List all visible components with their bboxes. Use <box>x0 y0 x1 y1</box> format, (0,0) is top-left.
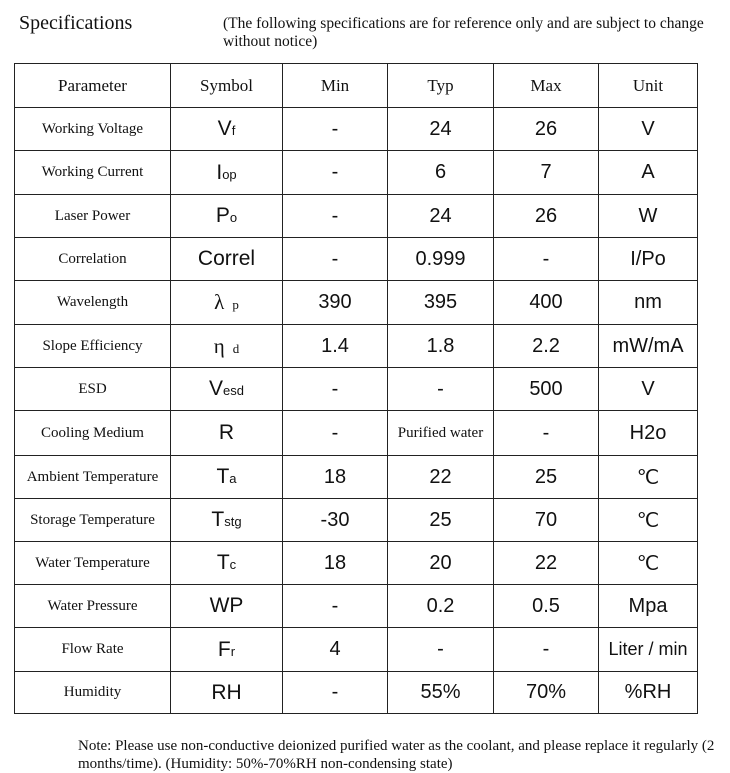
max-cell: 70% <box>494 672 599 714</box>
symbol-subscript: op <box>222 166 237 182</box>
header-unit: Unit <box>599 64 698 108</box>
symbol-main: λ <box>214 290 225 314</box>
table-row <box>15 585 698 628</box>
header-symbol: Symbol <box>171 64 283 108</box>
parameter-cell: Water Pressure <box>15 585 171 628</box>
disclaimer-text: (The following specifications are for reference only and are subject to change without notice) <box>223 15 704 50</box>
max-cell: - <box>494 411 599 456</box>
symbol-main: WP <box>209 594 244 617</box>
max-cell: 26 <box>494 195 599 238</box>
parameter-cell: Flow Rate <box>15 628 171 672</box>
unit-cell: nm <box>599 281 698 325</box>
symbol-subscript: esd <box>223 383 244 398</box>
max-cell: - <box>494 628 599 672</box>
symbol-subscript: r <box>230 643 236 659</box>
symbol-main: R <box>218 421 235 444</box>
symbol-main: RH <box>211 680 242 704</box>
table-row <box>15 542 698 585</box>
symbol-cell <box>171 411 283 456</box>
table-row <box>15 108 698 151</box>
unit-cell: W <box>599 195 698 238</box>
symbol-cell <box>171 368 283 411</box>
symbol-cell <box>171 542 283 585</box>
typ-cell: 24 <box>388 108 494 151</box>
symbol-subscript: d <box>232 340 240 356</box>
typ-cell: 0.999 <box>388 238 494 281</box>
typ-cell: Purified water <box>388 411 494 456</box>
typ-cell: 24 <box>388 195 494 238</box>
unit-cell: V <box>599 108 698 151</box>
max-cell: 25 <box>494 456 599 499</box>
max-cell: 22 <box>494 542 599 585</box>
min-cell: -30 <box>283 499 388 542</box>
unit-cell: H2o <box>599 411 698 456</box>
table-row <box>15 456 698 499</box>
footnote: Note: Please use non-conductive deionized purified water as the coolant, and please replace it regularly (2 months/time). (Humidity: 50%-70%RH non-condensing state) <box>78 738 715 772</box>
table-row <box>15 195 698 238</box>
symbol-subscript: a <box>229 471 237 486</box>
min-cell: 4 <box>283 628 388 672</box>
max-cell: 0.5 <box>494 585 599 628</box>
min-cell: - <box>283 108 388 151</box>
max-cell: 70 <box>494 499 599 542</box>
symbol-main: η <box>213 333 225 358</box>
symbol-subscript: f <box>231 123 236 138</box>
page-title: Specifications <box>19 12 133 34</box>
unit-cell: mW/mA <box>599 325 698 368</box>
symbol-cell <box>171 281 283 325</box>
min-cell: 18 <box>283 542 388 585</box>
symbol-cell <box>171 325 283 368</box>
max-cell: 26 <box>494 108 599 151</box>
typ-cell: - <box>388 628 494 672</box>
table-row <box>15 499 698 542</box>
symbol-cell <box>171 195 283 238</box>
symbol-cell <box>171 628 283 672</box>
symbol-subscript: p <box>232 297 239 312</box>
typ-cell: 1.8 <box>388 325 494 368</box>
min-cell: 18 <box>283 456 388 499</box>
unit-cell: Liter / min <box>599 628 698 672</box>
symbol-main: I <box>216 160 223 184</box>
max-cell: 2.2 <box>494 325 599 368</box>
symbol-cell <box>171 151 283 195</box>
min-cell: - <box>283 672 388 714</box>
header-min: Min <box>283 64 388 108</box>
max-cell: 500 <box>494 368 599 411</box>
max-cell: - <box>494 238 599 281</box>
parameter-cell: Storage Temperature <box>15 499 171 542</box>
parameter-cell: Working Voltage <box>15 108 171 151</box>
symbol-cell <box>171 108 283 151</box>
unit-cell: V <box>599 368 698 411</box>
specifications-table-body <box>15 64 698 714</box>
header-parameter: Parameter <box>15 64 171 108</box>
min-cell: 390 <box>283 281 388 325</box>
unit-cell: Mpa <box>599 585 698 628</box>
symbol-cell <box>171 672 283 714</box>
table-row <box>15 151 698 195</box>
typ-cell: 22 <box>388 456 494 499</box>
symbol-cell <box>171 499 283 542</box>
min-cell: - <box>283 585 388 628</box>
parameter-cell: Slope Efficiency <box>15 325 171 368</box>
symbol-main: V <box>209 377 224 400</box>
unit-cell: ℃ <box>599 456 698 499</box>
unit-cell: ℃ <box>599 499 698 542</box>
table-row <box>15 368 698 411</box>
symbol-cell <box>171 585 283 628</box>
min-cell: - <box>283 195 388 238</box>
typ-cell: - <box>388 368 494 411</box>
symbol-main: Correl <box>197 247 256 270</box>
typ-cell: 0.2 <box>388 585 494 628</box>
table-row <box>15 325 698 368</box>
symbol-cell <box>171 238 283 281</box>
parameter-cell: Correlation <box>15 238 171 281</box>
parameter-cell: Laser Power <box>15 195 171 238</box>
table-header-row <box>15 64 698 108</box>
symbol-main: T <box>211 508 225 531</box>
symbol-subscript: o <box>229 210 238 225</box>
unit-cell: %RH <box>599 672 698 714</box>
typ-cell: 395 <box>388 281 494 325</box>
min-cell: - <box>283 411 388 456</box>
parameter-cell: Ambient Temperature <box>15 456 171 499</box>
header-max: Max <box>494 64 599 108</box>
typ-cell: 20 <box>388 542 494 585</box>
parameter-cell: Wavelength <box>15 281 171 325</box>
symbol-main: V <box>217 117 232 140</box>
typ-cell: 25 <box>388 499 494 542</box>
min-cell: - <box>283 151 388 195</box>
max-cell: 7 <box>494 151 599 195</box>
parameter-cell: Water Temperature <box>15 542 171 585</box>
parameter-cell: Cooling Medium <box>15 411 171 456</box>
table-row <box>15 238 698 281</box>
symbol-cell <box>171 456 283 499</box>
table-row <box>15 628 698 672</box>
specifications-table <box>14 63 698 714</box>
min-cell: - <box>283 368 388 411</box>
symbol-subscript: stg <box>224 514 242 529</box>
symbol-main: T <box>216 551 230 574</box>
unit-cell: ℃ <box>599 542 698 585</box>
symbol-subscript: c <box>229 557 237 572</box>
parameter-cell: Humidity <box>15 672 171 714</box>
typ-cell: 55% <box>388 672 494 714</box>
unit-cell: A <box>599 151 698 195</box>
table-row <box>15 672 698 714</box>
header-typ: Typ <box>388 64 494 108</box>
table-row <box>15 411 698 456</box>
max-cell: 400 <box>494 281 599 325</box>
unit-cell: I/Po <box>599 238 698 281</box>
parameter-cell: Working Current <box>15 151 171 195</box>
typ-cell: 6 <box>388 151 494 195</box>
min-cell: - <box>283 238 388 281</box>
table-row <box>15 281 698 325</box>
parameter-cell: ESD <box>15 368 171 411</box>
symbol-main: F <box>217 637 231 661</box>
symbol-main: P <box>215 204 230 227</box>
symbol-main: T <box>216 465 230 488</box>
min-cell: 1.4 <box>283 325 388 368</box>
